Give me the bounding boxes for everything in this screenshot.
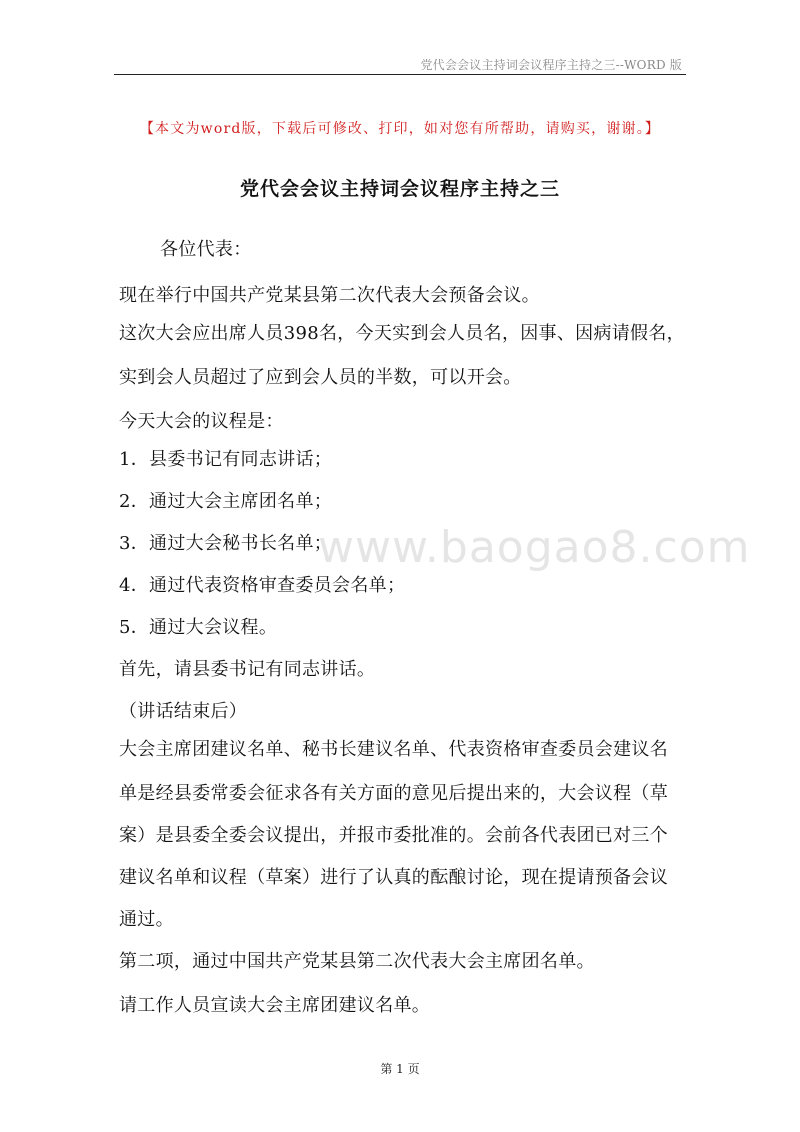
agenda-item: 2．通过大会主席团名单； (119, 491, 333, 512)
agenda-item: 1．县委书记有同志讲话； (119, 449, 333, 470)
paragraph-line: 今天大会的议程是： (119, 411, 284, 432)
paragraph-line: 首先，请县委书记有同志讲话。 (119, 659, 376, 680)
paragraph-line: （讲话结束后） (119, 701, 248, 722)
running-header: 党代会会议主持词会议程序主持之三--WORD 版 (420, 58, 682, 72)
agenda-item: 5．通过大会议程。 (119, 617, 278, 638)
paragraph-line: 第二项，通过中国共产党某县第二次代表大会主席团名单。 (119, 951, 595, 972)
paragraph-line: 这次大会应出席人员398名，今天实到会人员名，因事、因病请假名， (119, 323, 685, 344)
paragraph-line: 单是经县委常委会征求各有关方面的意见后提出来的，大会议程（草 (119, 783, 668, 804)
agenda-item: 3．通过大会秘书长名单； (119, 533, 333, 554)
paragraph-line: 建议名单和议程（草案）进行了认真的酝酿讨论，现在提请预备会议 (119, 867, 668, 888)
purchase-notice: 【本文为word版，下载后可修改、打印，如对您有所帮助，请购买，谢谢。】 (139, 121, 661, 137)
agenda-item: 4．通过代表资格审查委员会名单； (119, 575, 406, 596)
page-number: 第 1 页 (380, 1062, 420, 1076)
paragraph-line: 案）是县委全委会议提出，并报市委批准的。会前各代表团已对三个 (119, 825, 668, 846)
paragraph-line: 通过。 (119, 909, 174, 930)
paragraph-line: 实到会人员超过了应到会人员的半数，可以开会。 (119, 367, 522, 388)
paragraph-line: 现在举行中国共产党某县第二次代表大会预备会议。 (119, 285, 540, 306)
paragraph-line: 大会主席团建议名单、秘书长建议名单、代表资格审查委员会建议名 (119, 739, 668, 760)
document-title: 党代会会议主持词会议程序主持之三 (239, 178, 560, 200)
paragraph-line: 请工作人员宣读大会主席团建议名单。 (119, 995, 431, 1016)
salutation: 各位代表： (160, 239, 252, 260)
watermark: www.baogao8.com (318, 522, 751, 573)
header-divider (114, 74, 686, 75)
